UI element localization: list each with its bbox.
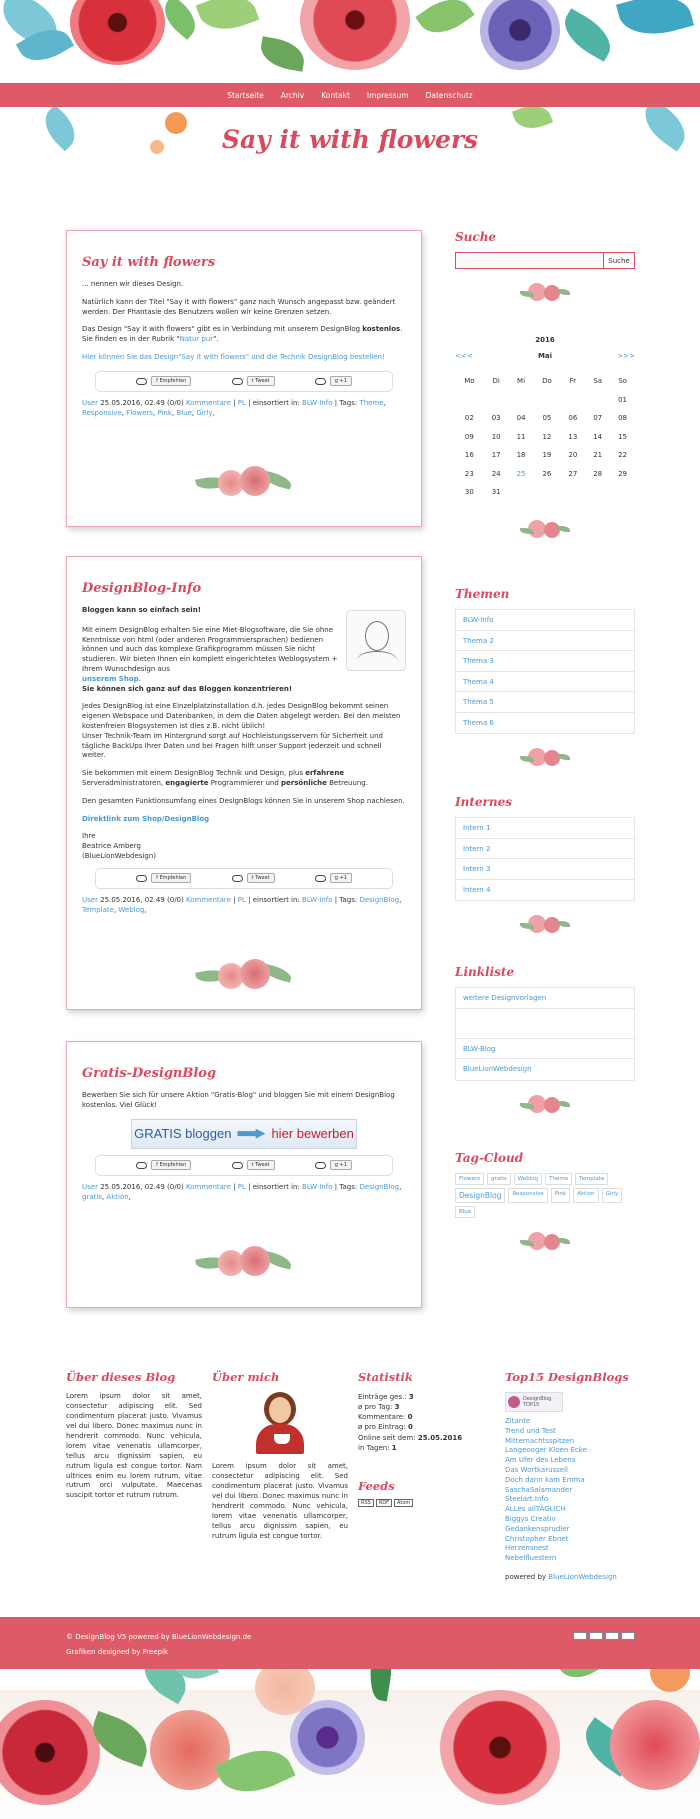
links-widget [455,965,635,1119]
themen-widget [455,587,635,772]
top15-list [505,1417,641,1564]
gplus-button[interactable]: g +1 [330,1160,352,1170]
calendar-month: Mai [537,352,553,360]
widget-title: Über dieses Blog [66,1370,176,1384]
tweet-button[interactable]: t Tweet [247,873,275,883]
rdf-feed-button[interactable]: RDF [376,1499,392,1507]
twitter-icon: t [251,875,256,882]
top15-link[interactable]: Doch dann kam Emma [505,1475,585,1484]
direct-shop-link[interactable]: Direktlink zum Shop/DesignBlog [82,814,210,823]
search-button[interactable]: Suche [603,252,635,269]
toggle-icon[interactable] [315,378,326,385]
author-link[interactable]: User [82,1182,98,1191]
atom-feed-button[interactable]: Atom [394,1499,413,1507]
tag-link[interactable]: gratis [487,1173,511,1185]
post-title[interactable]: Gratis-DesignBlog [82,1066,217,1081]
post-paragraph: Sie können sich ganz auf das Bloggen konzentrieren! [82,684,293,693]
toggle-icon[interactable] [232,378,243,385]
post-paragraph: ... nennen wir dieses Design. [82,280,184,288]
gratis-banner[interactable]: GRATIS bloggen hier bewerben [131,1119,357,1149]
badge-flower-icon [508,1396,520,1408]
gplus-button[interactable]: g +1 [330,873,352,883]
top15-link[interactable]: Trend und Test [505,1426,556,1435]
toggle-icon[interactable] [232,1162,243,1169]
bluelion-link[interactable]: BlueLionWebdesign [548,1572,617,1581]
natur-pur-link[interactable]: Natur pur [179,335,214,344]
themen-item[interactable]: Thema 6 [463,718,494,727]
tag-link[interactable]: Aktion [573,1188,598,1203]
about-blog-widget [66,1370,202,1501]
post-paragraph: Jedes DesignBlog ist eine Einzelplatzinstallation d.h. jedes DesignBlog bekommt seinen eigenen Webspace und Datenbanken, in dem die Daten abgelegt werden. Bei den meisten kostenfreien Blogsystemen ist dies z.B. nicht üblich! [82,702,401,730]
widget-title: Top15 DesignBlogs [505,1370,629,1384]
comments-link[interactable]: Kommentare [185,895,231,904]
post-paragraph: Mit einem DesignBlog erhalten Sie eine Miet-Blogsoftware, die Sie ohne Kenntnisse von html (oder anderen Programmiersprachen) bedienen können und auch das komplexe Grafikprogramm müssen Sie nicht studieren. Wir bieten Ihnen ein komplett eingerichtetes Weblogsystem + Ihrem Wunschdesign aus unserem Shop. [82,625,338,683]
footer-bar [0,1617,700,1669]
flower-ornament [455,1226,635,1256]
copyright-text[interactable]: © DesignBlog V5 powered by BlueLionWebdesign.de [66,1633,252,1641]
tweet-button[interactable]: t Tweet [247,1160,275,1170]
gplus-icon: g [334,378,340,385]
tag-link[interactable]: Template [82,905,114,914]
widget-title: Tag-Cloud [455,1151,524,1165]
top15-link[interactable]: SaschaSalamander [505,1485,573,1494]
twitter-icon: t [251,378,256,385]
post-paragraph: Natürlich kann der Titel "Say it with flowers" ganz nach Wunsch angepasst bzw. geändert werden. Der Phantasie des Benutzers wollen wir keine Grenzen setzen. [82,297,396,316]
widget-title: Suche [455,230,497,244]
top15-link[interactable]: Gedankensprudler [505,1524,570,1533]
arrow-right-icon [237,1129,265,1139]
top15-link[interactable]: Christopher Ebnet [505,1534,569,1543]
tag-link[interactable]: gratis [82,1192,102,1201]
search-input[interactable] [455,252,603,269]
share-bar [95,868,393,889]
link-item[interactable]: BLW-Blog [456,1039,634,1060]
widget-title: Über mich [212,1370,280,1384]
intern-widget [455,795,635,939]
statistics-values: Einträge ges.: 3 ø pro Tag: 3 Kommentare: 0 ø pro Eintrag: 0 Online seit dem: 25.05.2016 in Tagen: 1 [358,1393,463,1452]
permalink[interactable]: PL [237,1182,246,1191]
tag-link[interactable]: Template [575,1173,608,1185]
facebook-icon: f [156,875,160,882]
main-navigation [0,83,700,107]
flower-ornament [455,277,635,307]
comments-link[interactable]: Kommentare [185,1182,231,1191]
post-meta: User 25.05.2016, 02.49 (0/0) Kommentare | PL | einsortiert in: BLW-Info | Tags: DesignBlog, Template, Weblog, [82,895,402,914]
powered-by: powered by BlueLionWebdesign [505,1572,617,1581]
tag-link[interactable]: Blue [455,1206,475,1218]
toggle-icon[interactable] [232,875,243,882]
top15-link[interactable]: ALLes allTÄGLICH [505,1505,566,1514]
top15-link[interactable]: Am Ufer des Lebens [505,1456,576,1465]
toggle-icon[interactable] [136,1162,147,1169]
widget-title: Internes [455,795,512,809]
tweet-button[interactable]: t Tweet [247,376,275,386]
top15-link[interactable]: Das Wortkarussell [505,1465,568,1474]
intern-item[interactable]: Intern 1 [456,818,634,839]
widget-title: Themen [455,587,510,601]
badge-icon[interactable] [605,1632,619,1640]
tag-link[interactable]: Girly [602,1188,623,1203]
tag-link[interactable]: Pink [551,1188,570,1203]
themen-item[interactable]: Thema 2 [456,631,634,652]
feed-buttons [358,1499,478,1507]
widget-title: Linkliste [455,965,515,979]
category-link[interactable]: BLW-Info [302,1182,333,1191]
widget-title: Statistik [358,1370,413,1384]
tag-link[interactable]: Blue [176,408,192,417]
nav-archiv[interactable]: Archiv [280,90,305,100]
facebook-like-button[interactable]: f Empfehlen [151,873,191,883]
themen-item[interactable]: Thema 5 [456,692,634,713]
post-card [66,1041,422,1308]
site-title[interactable]: Say it with flowers [221,125,479,154]
facebook-like-button[interactable]: f Empfehlen [151,376,191,386]
permalink[interactable]: PL [237,398,246,407]
toggle-icon[interactable] [136,378,147,385]
signature: Ihre Beatrice Amberg (BlueLionWebdesign) [82,832,156,860]
comments-link[interactable]: Kommentare [185,398,231,407]
gplus-button[interactable]: g +1 [330,376,352,386]
calendar-widget [455,336,635,544]
tagcloud-widget [455,1151,635,1256]
nav-kontakt[interactable]: Kontakt [321,90,350,100]
calendar-prev[interactable]: <<< [455,352,473,360]
post-meta: User 25.05.2016, 02.49 (0/0) Kommentare | PL | einsortiert in: BLW-Info | Tags: DesignBlog, gratis, Aktion, [82,1182,402,1201]
top15-badge[interactable]: DesignBlog TOP15 [505,1392,563,1412]
tag-link[interactable]: Responsive [82,408,122,417]
badge-icon[interactable] [573,1632,587,1640]
post-meta: User 25.05.2016, 02.49 (0/0) Kommentare | PL | einsortiert in: BLW-Info | Tags: Theme, Responsive, Flowers, Pink, Blue, Girly, [82,398,386,417]
tag-link[interactable]: Weblog [514,1173,542,1185]
shop-link[interactable]: unserem Shop [82,674,139,683]
category-link[interactable]: BLW-Info [302,895,333,904]
post-paragraph: Unser Technik-Team im Hintergrund sorgt auf Hochleistungsservern für Sicherheit und tägliche BackUps Ihrer Daten und bei Fragen hilft unser Support jederzeit und schnell weiter. [82,731,383,760]
tag-link[interactable]: Girly [196,408,213,417]
tag-link[interactable]: Aktion [106,1192,129,1201]
post-title[interactable]: DesignBlog-Info [82,581,202,596]
themen-item[interactable]: Thema 3 [456,651,634,672]
flower-ornament [455,1089,635,1119]
flower-ornament [455,909,635,939]
post-paragraph: Das Design "Say it with flowers" gibt es in Verbindung mit unserem DesignBlog kostenlos. Sie finden es in der Rubrik "Natur pur". [82,325,403,344]
facebook-icon: f [156,378,160,385]
validation-badges [573,1632,635,1640]
intern-item[interactable]: Intern 3 [456,859,634,880]
nav-impressum[interactable]: Impressum [366,90,409,100]
top15-link[interactable]: Biggys Creativ [505,1514,556,1523]
gplus-icon: g [334,1162,340,1169]
permalink[interactable]: PL [237,895,246,904]
badge-icon[interactable] [621,1632,635,1640]
tag-link[interactable]: DesignBlog [359,895,400,904]
author-sketch-image [346,610,406,671]
calendar-grid: Mo Di Mi Do Fr Sa So 01 02 03 04 05 06 07 08 09 10 11 12 13 14 15 16 17 18 19 20 21 22 23 24 25 26 27 28 29 30 31 [464,377,628,497]
post-title[interactable]: Say it with flowers [82,255,216,270]
intern-item[interactable]: Intern 2 [456,839,634,860]
author-link[interactable]: User [82,895,98,904]
facebook-icon: f [156,1162,160,1169]
themen-item[interactable]: BLW-Info [456,610,634,631]
top15-link[interactable]: Steelart.Info [505,1495,549,1504]
category-link[interactable]: BLW-Info [302,398,333,407]
calendar-year: 2016 [535,336,555,344]
gplus-icon: g [334,875,340,882]
tag-link[interactable]: DesignBlog [359,1182,400,1191]
flower-ornament [455,742,635,772]
share-bar [95,1155,393,1176]
rss-feed-button[interactable]: RSS [358,1499,374,1507]
badge-icon[interactable] [589,1632,603,1640]
top15-link[interactable]: Mitternachtsspitzen [505,1436,575,1445]
nav-datenschutz[interactable]: Datenschutz [425,90,473,100]
post-paragraph: Bewerben Sie sich für unsere Aktion "Gratis-Blog" und bloggen Sie mit einem DesignBlog kostenlos. Viel Glück! [82,1091,395,1109]
intern-item[interactable]: Intern 4 [463,885,491,894]
graphics-credit[interactable]: Grafiken designed by Freepik [66,1648,169,1657]
tag-link[interactable]: Weblog [118,905,145,914]
twitter-icon: t [251,1162,256,1169]
top15-link[interactable]: Herzensnest [505,1544,549,1553]
link-item[interactable]: weitere Designvorlagen [456,988,634,1009]
calendar-day-link[interactable]: 25 [516,469,526,478]
themen-item[interactable]: Thema 4 [456,672,634,693]
widget-title: Feeds [358,1478,395,1493]
tag-link[interactable]: Theme [359,398,384,407]
post-lead: Bloggen kann so einfach sein! [82,606,201,614]
flower-ornament [82,1242,406,1282]
post-paragraph: Sie bekommen mit einem DesignBlog Technik und Design, plus erfahrene Serveradministratoren, engagierte Programmierer und persönliche Betreuung. [82,769,368,787]
post-paragraph: Den gesamten Funktionsumfang eines DesignBlogs können Sie in unserem Shop nachlesen. [82,796,405,805]
toggle-icon[interactable] [136,875,147,882]
nav-startseite[interactable]: Startseite [227,90,264,100]
top15-link[interactable]: Nebelfluestern [505,1554,557,1563]
search-widget [455,230,635,307]
facebook-like-button[interactable]: f Empfehlen [151,1160,191,1170]
top15-link[interactable]: Zitante [505,1417,531,1425]
tag-link[interactable]: DesignBlog [455,1188,505,1203]
calendar-next[interactable]: >>> [617,352,635,360]
tag-link[interactable]: Pink [157,408,172,417]
about-me-widget [212,1370,348,1542]
about-me-text: Lorem ipsum dolor sit amet, consectetur adipiscing elit. Sed condimentum placerat justo. Vivamus vel dui libero. Donec maximus nunc in hendrerit commodo. Nunc vehicula, lorem vitae venenatis ullamcorper, tellus arcu dignissim sapien, eu rutrum ligula est congue tortor. [212,1462,348,1540]
top15-link[interactable]: Langeooger Kloen Ecke [505,1446,587,1455]
post-card [66,556,422,1010]
flower-ornament [82,462,406,502]
flower-ornament [82,955,406,995]
statistics-widget [358,1370,478,1507]
author-link[interactable]: User [82,398,98,407]
tag-link[interactable]: Responsive [508,1188,547,1203]
post-card [66,230,422,527]
top15-widget [505,1370,641,1581]
tag-link[interactable]: Flowers [126,408,153,417]
order-design-link[interactable]: Hier können Sie das Design"Say it with flowers" und die Technik DesignBlog bestellen! [82,352,385,361]
avatar [250,1392,310,1454]
flower-ornament [455,514,635,544]
tag-link[interactable]: Flowers [455,1173,484,1185]
link-item[interactable]: BlueLionWebdesign [463,1065,532,1073]
link-item-empty [456,1009,634,1039]
footer-floral-background [0,1660,700,1819]
toggle-icon[interactable] [315,875,326,882]
share-bar [95,371,393,392]
tag-link[interactable]: Theme [545,1173,572,1185]
toggle-icon[interactable] [315,1162,326,1169]
about-text: Lorem ipsum dolor sit amet, consectetur adipiscing elit. Sed condimentum placerat justo. Vivamus vel dui libero. Donec maximus nunc in hendrerit commodo. Nunc vehicula, lorem vitae venenatis ullamcorper, tellus arcu dignissim sapien, eu rutrum ligula est congue tortor. Nam ultrices enim eu lorem rutrum, vitae rutrum orci vulputate. Maecenas suscipit tortor et rutrum rutrum. [66,1392,202,1500]
